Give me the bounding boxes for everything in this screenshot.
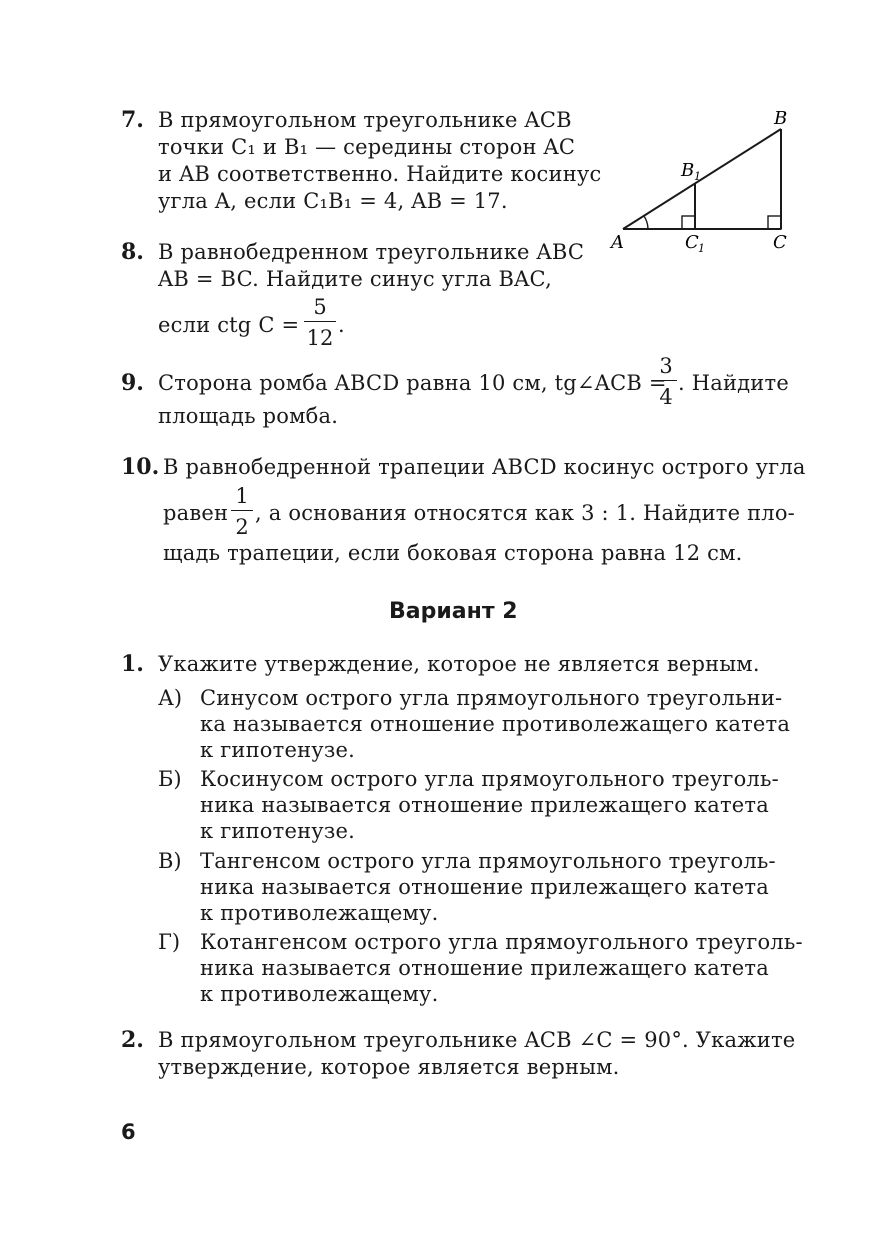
problem-8-tail: . <box>338 313 345 337</box>
problem-7-number: 7. <box>121 107 144 133</box>
problem-8-line: В равнобедренном треугольнике ABC <box>158 240 585 264</box>
problem-7-line: В прямоугольном треугольнике ACB <box>158 108 572 132</box>
fraction-denominator: 4 <box>659 385 673 409</box>
angle-a-arc <box>644 216 648 229</box>
option-line: ника называется отношение прилежащего катета <box>200 875 769 899</box>
option-line: к гипотенузе. <box>200 738 355 762</box>
problem-10-line: , а основания относятся как 3 : 1. Найдите пло- <box>255 501 795 525</box>
label-b: B <box>774 108 788 129</box>
side-ab <box>623 129 781 229</box>
label-a: A <box>611 232 624 253</box>
triangle-diagram <box>605 105 805 255</box>
fraction-denominator: 12 <box>306 326 334 350</box>
option-letter: Б) <box>158 767 182 791</box>
problem-10-line: щадь трапеции, если боковая сторона равна 12 см. <box>163 541 743 565</box>
option-line: Косинусом острого угла прямоугольного треуголь- <box>200 767 779 791</box>
problem-10-line: равен <box>163 501 229 525</box>
problem-7-line: и AB соответственно. Найдите косинус <box>158 162 602 186</box>
option-line: к противолежащему. <box>200 901 439 925</box>
problem-8-line: AB = BC. Найдите синус угла BAC, <box>158 267 552 291</box>
problem-8-line: если ctg C = <box>158 313 300 337</box>
option-line: ника называется отношение прилежащего катета <box>200 793 769 817</box>
option-letter: В) <box>158 849 182 873</box>
fraction-3-4 <box>655 355 677 408</box>
right-angle-mark-c <box>768 216 781 229</box>
question-2-number: 2. <box>121 1027 144 1053</box>
problem-10-line: В равнобедренной трапеции ABCD косинус острого угла <box>163 455 806 479</box>
option-line: Котангенсом острого угла прямоугольного треуголь- <box>200 930 803 954</box>
right-angle-mark-c1 <box>682 216 695 229</box>
problem-8-number: 8. <box>121 239 144 265</box>
variant-title: Вариант 2 <box>389 599 518 624</box>
question-2-line: В прямоугольном треугольнике ACB ∠C = 90°. Укажите <box>158 1028 796 1052</box>
problem-9-line: . Найдите <box>678 371 789 395</box>
label-c: C <box>773 232 787 253</box>
fraction-numerator: 1 <box>235 484 249 508</box>
option-line: к противолежащему. <box>200 982 439 1006</box>
problem-7-line: угла A, если C₁B₁ = 4, AB = 17. <box>158 189 508 213</box>
label-c1-sub: 1 <box>698 242 705 255</box>
option-line: ника называется отношение прилежащего катета <box>200 956 769 980</box>
label-c1: C <box>685 232 699 253</box>
fraction-numerator: 5 <box>313 295 327 319</box>
question-2-line: утверждение, которое является верным. <box>158 1055 620 1079</box>
option-line: Тангенсом острого угла прямоугольного треуголь- <box>200 849 776 873</box>
fraction-denominator: 2 <box>235 515 249 539</box>
option-line: ка называется отношение противолежащего катета <box>200 712 791 736</box>
fraction-numerator: 3 <box>659 354 673 378</box>
label-b1-sub: 1 <box>694 170 701 183</box>
page-number: 6 <box>121 1120 136 1144</box>
problem-9-line: Сторона ромба ABCD равна 10 см, tg∠ACB = <box>158 371 667 395</box>
fraction-5-12 <box>304 296 336 349</box>
label-b1: B <box>681 160 695 181</box>
fraction-1-2 <box>231 485 253 538</box>
question-1-number: 1. <box>121 651 144 677</box>
problem-9-number: 9. <box>121 370 144 396</box>
option-line: к гипотенузе. <box>200 819 355 843</box>
problem-9-line: площадь ромба. <box>158 404 339 428</box>
question-1-text: Укажите утверждение, которое не является верным. <box>158 652 760 676</box>
problem-10-number: 10. <box>121 454 160 480</box>
option-line: Синусом острого угла прямоугольного треугольни- <box>200 686 783 710</box>
option-letter: А) <box>158 686 183 710</box>
problem-7-line: точки C₁ и B₁ — середины сторон AC <box>158 135 576 159</box>
option-letter: Г) <box>158 930 181 954</box>
